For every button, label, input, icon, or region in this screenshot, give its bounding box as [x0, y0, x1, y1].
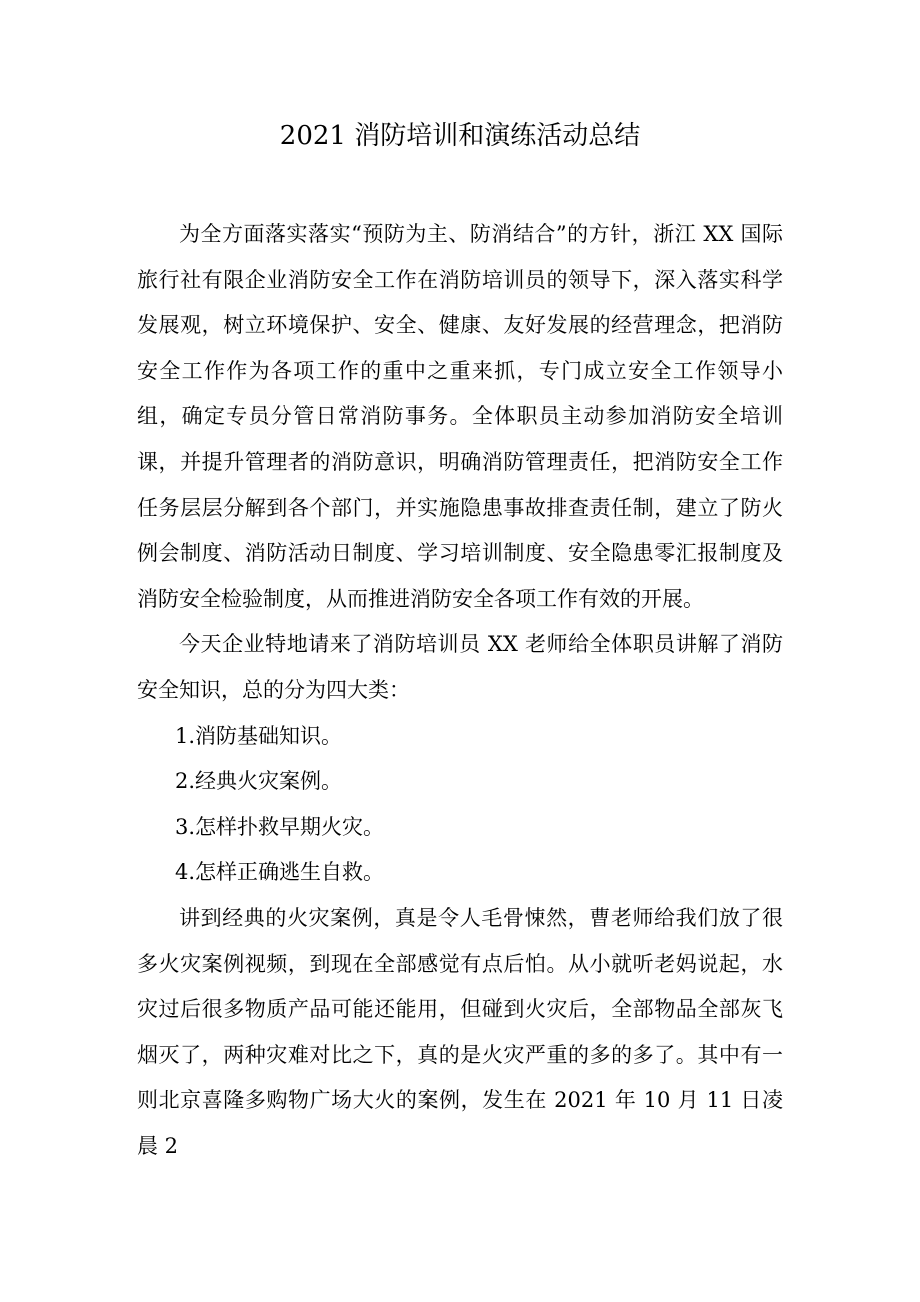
- list-item-2: 2.经典火灾案例。: [175, 769, 343, 794]
- paragraph-fire-cases: 讲到经典的火灾案例，真是令人毛骨悚然，曹老师给我们放了很多火灾案例视频，到现在全部感觉有点后怕。从小就听老妈说起，水灾过后很多物质产品可能还能用，但碰到火灾后，全部物品全部灰飞烟灭了，两种灾难对比之下，真的是火灾严重的多的多了。其中有一则北京喜隆多购物广场大火的案例，发生在 2021 年 10 月 11 日凌晨 2: [137, 905, 783, 1158]
- list-item-1: 1.消防基础知识。: [175, 723, 343, 748]
- document-body: [137, 212, 783, 1169]
- list-item-4: 4.怎样正确逃生自救。: [175, 860, 385, 885]
- paragraph-training: 今天企业特地请来了消防培训员 XX 老师给全体职员讲解了消防安全知识，总的分为四大类：: [137, 632, 783, 702]
- list-item-3: 3.怎样扑救早期火灾。: [175, 814, 385, 839]
- paragraph-intro: 为全方面落实落实“预防为主、防消结合”的方针，浙江 XX 国际旅行社有限企业消防安全工作在消防培训员的领导下，深入落实科学发展观，树立环境保护、安全、健康、友好发展的经营理念，把消防安全工作作为各项工作的重中之重来抓，专门成立安全工作领导小组，确定专员分管日常消防事务。全体职员主动参加消防安全培训课，并提升管理者的消防意识，明确消防管理责任，把消防安全工作任务层层分解到各个部门，并实施隐患事故排查责任制，建立了防火例会制度、消防活动日制度、学习培训制度、安全隐患零汇报制度及消防安全检验制度，从而推进消防安全各项工作有效的开展。: [137, 222, 783, 611]
- document-title: 2021 消防培训和演练活动总结: [279, 121, 641, 151]
